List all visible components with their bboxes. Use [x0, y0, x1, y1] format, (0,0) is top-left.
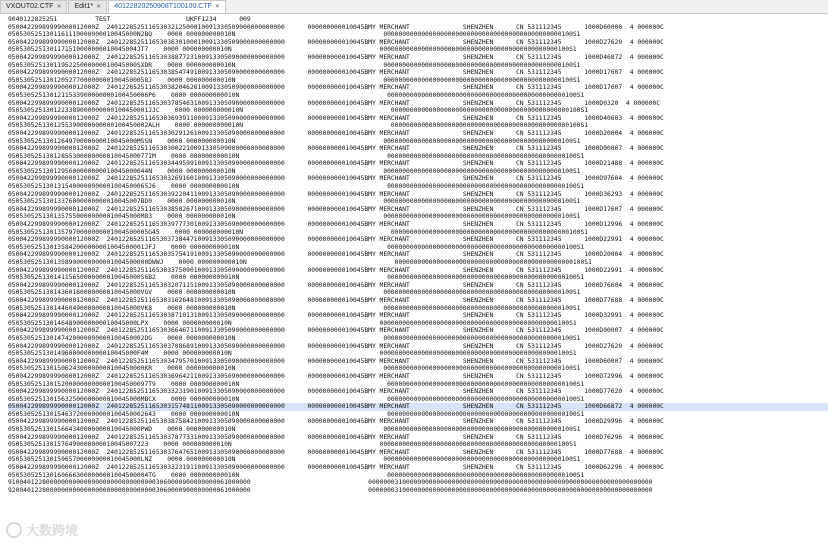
close-icon[interactable]: ✕ — [214, 4, 220, 10]
watermark — [6, 520, 78, 539]
text-line[interactable]: 05004229989999000012000Z 24012285251165303207115100913305090000000000000 000000000010045BMY MERCHANT SHENZHEN CN 531112345 1000D76604 4 000000C — [8, 281, 664, 289]
text-line[interactable]: 05004229989999000012000Z 24012285251165303820462610091330509000000000000 000000000010045BMY MERCHANT SHENZHEN CN 531112345 1000D17607 4 000000C — [8, 84, 664, 92]
text-line[interactable]: 05004229989999000012000Z 24012285251165303871013100913305090000000000000 000000000010045BMY MERCHANT SHENZHEN CN 531112345 1000D32991 4 000000C — [8, 312, 664, 320]
text-line[interactable]: 0505305251301520000000000001004500097T9 0000 000000000010N 00000000000000000000000000000000000000000000000100S1 — [8, 380, 585, 388]
text-line[interactable]: 050530525130154637200000000100450002643 0000 000000000010N 00000000000000000000000000000000000000000000000100S1 — [8, 410, 585, 418]
text-editor[interactable] — [8, 16, 828, 546]
watermark-text: 大数跨境 — [26, 524, 79, 539]
text-line[interactable]: 05053052513015664340000000010045000PWD 0000 000000000010N 00000000000000000000000000000000000000000000000100S1 — [8, 426, 581, 434]
text-line[interactable]: 05004229989999000012000Z 24012285251165303323191100913305090000000000000 000000000010045BMY MERCHANT SHENZHEN CN 531112345 1000D62296 4 000000C — [8, 464, 664, 472]
text-line[interactable]: 05053052513015632500000000010045000MBCX 0000 000000000010N 00000000000000000000000000000000000000000000000100S1 — [8, 395, 585, 403]
text-line[interactable]: 0505305251301205277000000001004500058J 0000 000000000010N 00000000000000000000000000000000000000000000000100S1 — [8, 76, 581, 84]
close-icon[interactable]: ✕ — [56, 4, 62, 10]
text-line[interactable]: 05004229989999000012000Z 24012285251165303787733100913305090000000000000 000000000010045BMY MERCHANT SHENZHEN CN 531112345 1000D76296 4 000000C — [8, 433, 664, 441]
text-line[interactable]: 05004229989999000012000Z 24012285251165303764765100913305090000000000000 000000000010045BMY MERCHANT SHENZHEN CN 531112345 1000D77688 4 000000C — [8, 448, 664, 456]
text-line[interactable]: 0505305251301223389000000000100450001JJC 0000 000000000010N 00000000000000000000000000000000000000000000000100S1 — [8, 107, 589, 115]
text-line[interactable]: 0505305251301161110000000010045000N2BQ 0000 000000000010N 00000000000000000000000000000000000000000000000100S1 — [8, 31, 581, 39]
text-line[interactable]: 05004229989999000012000Z 24012285251165303029126100913305090000000000000 000000000010045BMY MERCHANT SHENZHEN CN 531112345 1000D20004 4 000000C — [8, 129, 664, 137]
text-line[interactable]: 05004229989999000012000Z 24012285251165303708689100913305090000000000000 000000000010045BMY MERCHANT SHENZHEN CN 531112345 1000D27620 4 000000C — [8, 342, 664, 350]
text-line[interactable]: 05053052513014115650000000010045000S6B2 0000 000000000010N 00000000000000000000000000000000000000000000000100S1 — [8, 274, 585, 282]
text-line[interactable]: 05004229989999000012000Z 24012285251165303479570100913305090000000000000 000000000010045BMY MERCHANT SHENZHEN CN 531112345 1000D60007 4 000000C — [8, 357, 664, 365]
text-line[interactable]: 05053052513013575500000000010045000M83 0000 000000000010N 00000000000000000000000000000000000000000000000100S1 — [8, 213, 581, 221]
text-line[interactable]: 0505305251301576490000000010045007223 0000 000000000010N 00000000000000000000000000000000000000000000000100S1 — [8, 441, 577, 449]
text-line[interactable]: 9100401228000000000000000000000000000003060000900000000061000000 000000031000000000000000000000000000000000000000000000000000000000000000000 — [8, 479, 653, 487]
text-line[interactable]: 0505305251301171510000000010045004JT7 0000 000000000010N 00000000000000000000000000000000000000000000000100S1 — [8, 46, 577, 54]
text-line[interactable]: 05004229989999000012000Z 24012285251165303157481100913305090000000000000 000000000010045BMY MERCHANT SHENZHEN CN 531112345 1000D66872 4 000000C — [8, 403, 828, 411]
tab-ctf-file[interactable] — [108, 0, 226, 13]
text-line[interactable]: 05004229989999000012000Z 24012285251165303785463100913305090000000000000 000000000010045BMY MERCHANT SHENZHEN CN 531112345 1000D0320 4 000000C — [8, 99, 661, 107]
watermark-logo-icon — [6, 522, 22, 538]
text-line[interactable]: 05053052513014360160000000010045000VGV 0000 000000000010N 00000000000000000000000000000000000000000000000100S1 — [8, 289, 581, 297]
text-line[interactable]: 05004229989999000012000Z 24012285251165303738447100913305090000000000000 000000000010045BMY MERCHANT SHENZHEN CN 531112345 1000D22991 4 000000C — [8, 236, 664, 244]
text-line[interactable]: 05004229989999000012000Z 24012285251165303875842100913305090000000000000 000000000010045BMY MERCHANT SHENZHEN CN 531112345 1000D29996 4 000000C — [8, 418, 664, 426]
text-line[interactable]: 05004229989999000012000Z 24012285251165303375090100913305090000000000000 000000000010045BMY MERCHANT SHENZHEN CN 531112345 1000D22991 4 000000C — [8, 266, 664, 274]
close-icon[interactable]: ✕ — [96, 4, 102, 10]
text-line[interactable]: 0505305251301211533900000000100450006P6 0000 000000000010N 00000000000000000000000000000000000000000000000100S1 — [8, 91, 585, 99]
text-line[interactable]: 9040122825251 TEST UKFF1234 009 — [8, 16, 251, 23]
text-line[interactable]: 05004229989999000012000Z 24012285251165303212500010091330509000000000000 000000000010045BMY MERCHANT SHENZHEN CN 531112345 1000D60000 4 000000C — [8, 23, 664, 31]
text-line[interactable]: 05004229989999000012000Z 24012285251165303693911000913305090000000000000 000000000010045BMY MERCHANT SHENZHEN CN 531112345 1000D40603 4 000000C — [8, 114, 664, 122]
text-line[interactable]: 050530525130135842000000001004500001JFJ 0000 000000000010N 00000000000000000000000000000000000000000000000100S1 — [8, 243, 585, 251]
text-line[interactable]: 05004229989999000012000Z 24012285251165303887723100913305090000000000000 000000000010045BMY MERCHANT SHENZHEN CN 531112345 1000D46872 4 000000C — [8, 53, 664, 61]
text-line[interactable]: 05053052513013376000000000010045007BD0 0000 000000000010N 00000000000000000000000000000000000000000000000100S1 — [8, 198, 581, 206]
text-line[interactable]: 05004229989999000012000Z 24012285251165303002210091330509000000000000000 000000000010045BMY MERCHANT SHENZHEN CN 531112345 1000D00007 4 000000C — [8, 145, 664, 153]
text-line[interactable]: 05004229989999000012000Z 24012285251165303630100010091330509000000000000 000000000010045BMY MERCHANT SHENZHEN CN 531112345 1000D27620 4 000000C — [8, 38, 664, 46]
text-line[interactable]: 050530525130150624300000000100450000KR 0000 000000000010N 00000000000000000000000000000000000000000000000100S1 — [8, 365, 581, 373]
text-line[interactable]: 05004229989999000012000Z 24012285251165303696421100913305090000000000000 000000000010045BMY MERCHANT SHENZHEN CN 531112345 1000D72996 4 000000C — [8, 372, 664, 380]
line-gutter — [0, 14, 8, 546]
tab-vxout02[interactable] — [0, 0, 67, 13]
text-line[interactable]: 05004229989999000012000Z 24012285251165303269160100913305090000000000000 000000000010045BMY MERCHANT SHENZHEN CN 531112345 1000D97604 4 000000C — [8, 175, 664, 183]
text-line[interactable]: 0505305251301357970000000001004500005G45 0000 000000000010N 00000000000000000000000000000000000000000000000100S1 — [8, 228, 589, 236]
text-line[interactable]: 05004229989999000012000Z 24012285251165303664671100913305090000000000000 000000000010045BMY MERCHANT SHENZHEN CN 531112345 1000D00007 4 000000C — [8, 327, 664, 335]
text-line[interactable]: 05004229989999000012000Z 24012285251165303575419100913305090000000000000 000000000010045BMY MERCHANT SHENZHEN CN 531112345 1000D20004 4 000000C — [8, 251, 664, 259]
text-line[interactable]: 050530525130147420000000000100450002DG 0000 000000000010N 00000000000000000000000000000000000000000000000100S1 — [8, 334, 581, 342]
text-line[interactable]: 05004229989999000012000Z 24012285251165303323190100913305090000000000000 000000000010045BMY MERCHANT SHENZHEN CN 531112345 1000D77620 4 000000C — [8, 388, 664, 396]
text-line[interactable]: 0505305251301295600000000010045000044N 0000 000000000010N 00000000000000000000000000000000000000000000000100S1 — [8, 167, 581, 175]
text-line[interactable]: 0505305251301496000000000010045000F4M 0000 000000000010N 00000000000000000000000000000000000000000000000100S1 — [8, 350, 577, 358]
tab-bar — [0, 0, 828, 14]
text-line[interactable]: 0505305251301358900000000001004500000DWWJ 0000 000000000010N 00000000000000000000000000000000000000000000000100S1 — [8, 259, 592, 266]
text-line[interactable]: 0505305251301255390000000000100450002ALH 0000 000000000010N 00000000000000000000000000000000000000000000000100S1 — [8, 122, 589, 130]
text-line[interactable]: 05004229989999000012000Z 24012285251165303977730100913305090000000000000 000000000010045BMY MERCHANT SHENZHEN CN 531112345 1000D12996 4 000000C — [8, 221, 664, 229]
text-line[interactable]: 05053052513015965700000000010045000LNZ 0000 000000000010N 00000000000000000000000000000000000000000000000100S1 — [8, 456, 581, 464]
tab-label: VXOUT02.CTF — [6, 3, 54, 10]
tab-edit1[interactable] — [68, 0, 107, 13]
text-line[interactable]: 05004229989999000012000Z 24012285251165303449599100913305090000000000000 000000000010045BMY MERCHANT SHENZHEN CN 531112345 1000D21488 4 000000C — [8, 160, 664, 168]
text-line[interactable]: 05053052513014460490000000010045000VK8 0000 000000000010N 00000000000000000000000000000000000000000000000100S1 — [8, 304, 581, 312]
text-line[interactable]: 0505305251301195225000000010045000SXDR 0000 000000000010N 00000000000000000000000000000000000000000000000100S1 — [8, 61, 581, 69]
tab-label: Edit1* — [74, 3, 94, 10]
text-line[interactable]: 05004229989999000012000Z 24012285251165303922041100913305090000000000000 000000000010045BMY MERCHANT SHENZHEN CN 531112345 1000D36293 4 000000C — [8, 190, 664, 198]
text-line[interactable]: 05004229989999000012000Z 24012285251165303854749100913305090000000000000 000000000010045BMY MERCHANT SHENZHEN CN 531112345 1000D17607 4 000000C — [8, 69, 664, 77]
text-line[interactable]: 0505305251301264970000000010045000MSSN 0000 000000000010N 00000000000000000000000000000000000000000000000100S1 — [8, 137, 581, 145]
text-line[interactable]: 05004229989999000012000Z 24012285251165303850267100913305090000000000000 000000000010045BMY MERCHANT SHENZHEN CN 531112345 1000D17607 4 000000C — [8, 205, 664, 213]
text-line[interactable]: 05004229989999000012000Z 24012285251165303162648100913305090000000000000 000000000010045BMY MERCHANT SHENZHEN CN 531112345 1000D77688 4 000000C — [8, 296, 664, 304]
text-line[interactable]: 9200401228000000000000000000000000000003060000900000000061000000 000000031000000000000000000000000000000000000000000000000000000000000000000 — [8, 486, 653, 494]
text-line[interactable]: 0505305251301315400000000001004500065J6 0000 000000000010N 00000000000000000000000000000000000000000000000100S1 — [8, 183, 585, 191]
tab-label: 40122820250908T100100.CTF — [114, 3, 212, 10]
text-line[interactable]: 0505305251301464890000000010045000LPX 0000 000000000010N 00000000000000000000000000000000000000000000000100S1 — [8, 319, 577, 327]
text-line[interactable]: 0505305251301606663000000001004500004TG 0000 000000000010N 00000000000000000000000000000000000000000000000100S1 — [8, 471, 585, 479]
text-line[interactable]: 0505305251301285530000000001004500077IM 0000 000000000010N 00000000000000000000000000000000000000000000000100S1 — [8, 152, 585, 160]
